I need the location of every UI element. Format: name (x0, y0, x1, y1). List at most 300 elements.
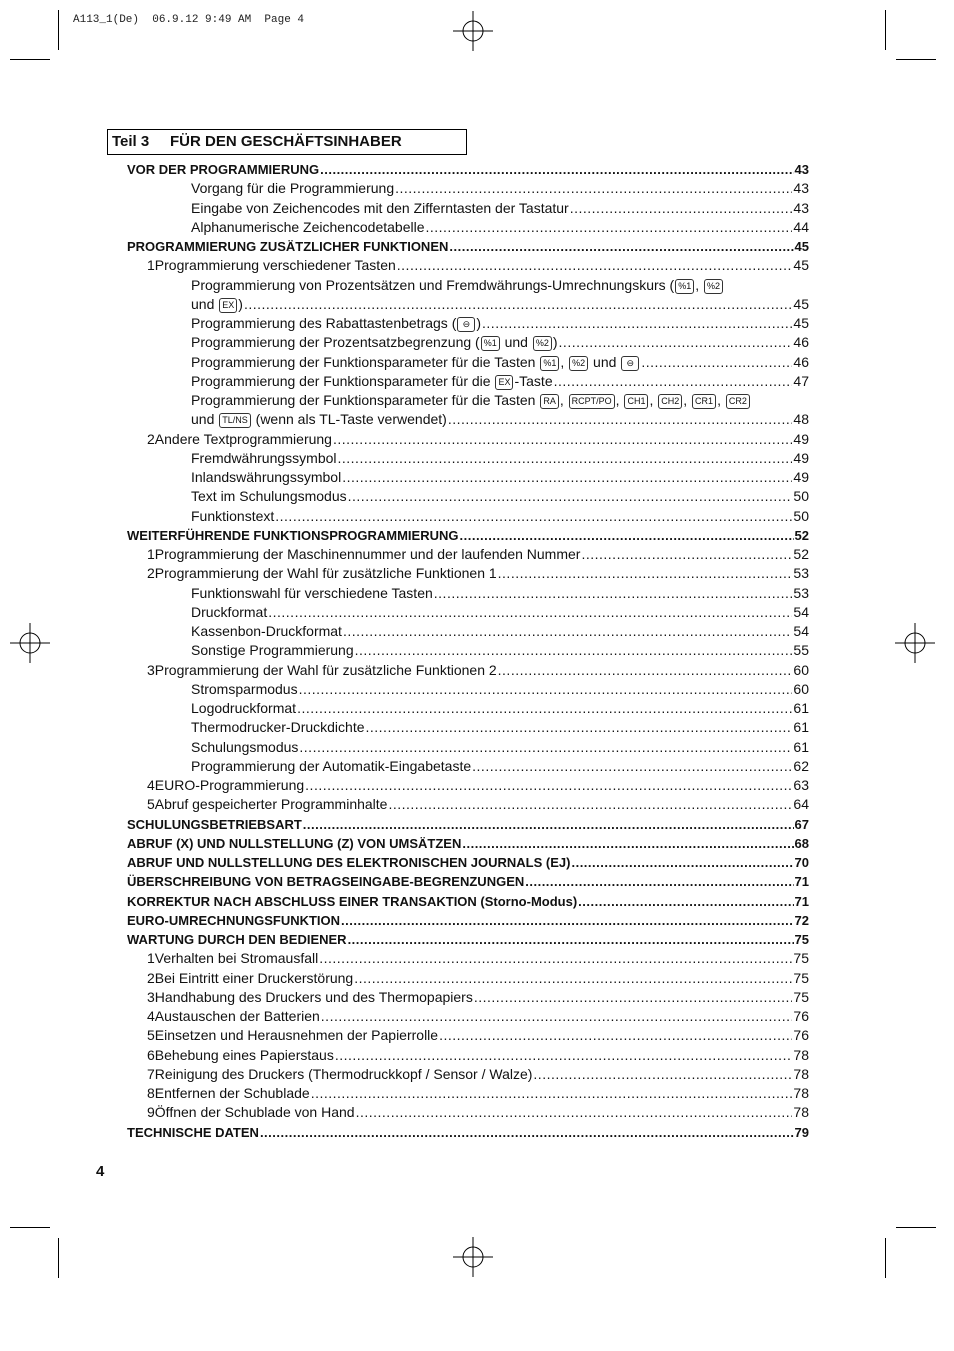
toc-entry (127, 872, 809, 891)
toc-page-number: 78 (793, 1085, 809, 1101)
toc-entry (127, 160, 809, 179)
toc-entry-title (191, 718, 365, 737)
toc-entry (127, 1103, 809, 1122)
toc-entry (127, 815, 809, 834)
toc-entry-text: und (191, 295, 219, 312)
dot-leader (260, 1123, 794, 1142)
dot-leader (397, 256, 793, 275)
toc-entry (127, 757, 809, 776)
toc-entry-text: , (717, 392, 725, 408)
toc-entry-title (191, 410, 447, 429)
toc-entry-title (155, 795, 388, 814)
toc-page-number: 45 (793, 295, 809, 312)
dot-leader (578, 892, 793, 911)
toc-entry-number: 4 (147, 1008, 155, 1024)
dot-leader (571, 853, 793, 872)
dot-leader (341, 911, 793, 930)
key-symbol-icon: %2 (704, 279, 723, 294)
toc-entry-title (191, 507, 274, 526)
toc-entry-text: ) (552, 334, 558, 351)
dot-leader (355, 641, 793, 660)
dot-leader (474, 988, 793, 1007)
dot-leader (388, 795, 792, 814)
dot-leader (533, 1065, 792, 1084)
toc-entry-title (155, 545, 581, 564)
key-symbol-icon: TL/NS (219, 413, 251, 428)
toc-page-number: 71 (794, 874, 809, 890)
dot-leader (268, 603, 792, 622)
toc-entry-title (191, 218, 424, 237)
toc-page-number: 47 (793, 372, 809, 389)
dot-leader (335, 1046, 793, 1065)
crop-mark (10, 1227, 50, 1228)
dot-leader (559, 333, 793, 352)
crop-mark (885, 10, 886, 50)
toc-entry-text: ABRUF (X) UND NULLSTELLUNG (Z) VON UMSÄTZEN (127, 835, 462, 851)
registration-mark-icon (453, 1237, 493, 1277)
toc-entry-text: und (589, 353, 621, 370)
toc-page-number: 75 (793, 988, 809, 1005)
toc-entry (127, 661, 809, 680)
dot-leader (319, 949, 792, 968)
toc-entry-text: Austauschen der Batterien (154, 1008, 320, 1024)
key-symbol-icon: %1 (675, 279, 694, 294)
toc-page-number: 68 (794, 835, 809, 851)
dot-leader (311, 1084, 793, 1103)
toc-entry-number: 2 (147, 969, 155, 986)
toc-entry (127, 333, 809, 352)
dot-leader (448, 410, 793, 429)
toc-entry-title (191, 699, 296, 718)
toc-entry-title (191, 276, 724, 295)
dot-leader (498, 661, 793, 680)
toc-page-number: 70 (794, 855, 809, 870)
key-symbol-icon: %1 (481, 336, 500, 351)
toc-entry-text: Öffnen der Schublade von Hand (154, 1104, 355, 1121)
toc-entry-title (155, 776, 304, 795)
toc-entry-text: Funktionstext (191, 507, 275, 524)
toc-entry (127, 391, 809, 410)
toc-entry-text: , (695, 276, 704, 293)
dot-leader (348, 930, 794, 949)
toc-entry-text: KORREKTUR NACH ABSCHLUSS EINER TRANSAKTION (Storno-Modus) (127, 893, 578, 909)
registration-mark-icon (10, 623, 50, 663)
dot-leader (299, 738, 792, 757)
toc-entry-number: 7 (147, 1065, 155, 1082)
dot-leader (460, 526, 794, 545)
toc-entry-number: 1 (147, 546, 155, 562)
toc-entry-title (191, 622, 342, 641)
toc-entry-text: ) (238, 295, 243, 312)
dot-leader (333, 430, 792, 449)
table-of-contents (127, 160, 809, 1142)
toc-entry-title (191, 487, 347, 506)
toc-entry-title (191, 391, 751, 410)
section-title: FÜR DEN GESCHÄFTSINHABER (170, 133, 402, 150)
dot-leader (425, 218, 792, 237)
toc-entry (127, 911, 809, 930)
toc-page-number: 61 (793, 738, 809, 755)
toc-page-number: 54 (793, 623, 809, 639)
toc-entry-text: Entfernen der Schublade (154, 1085, 310, 1101)
toc-entry-number: 3 (147, 661, 155, 678)
toc-page-number: 75 (793, 950, 809, 967)
toc-entry-text: SCHULUNGSBETRIEBSART (127, 816, 302, 832)
toc-page-number: 45 (793, 315, 809, 331)
toc-entry-text: Programmierung der Maschinennummer und der laufenden Nummer (154, 546, 581, 562)
toc-entry-title (191, 179, 394, 198)
toc-entry (127, 1123, 809, 1142)
dot-leader (434, 584, 793, 603)
toc-entry (127, 969, 809, 988)
dot-leader (462, 834, 793, 853)
toc-page-number: 49 (793, 430, 809, 447)
toc-entry-text: Programmierung der Funktionsparameter für die (191, 372, 495, 389)
toc-entry-text: Eingabe von Zeichencodes mit den Zifferntasten der Tastatur (191, 199, 569, 216)
toc-entry (127, 410, 809, 429)
dot-leader (297, 699, 792, 718)
toc-entry-number: 3 (147, 988, 155, 1005)
dot-leader (498, 564, 793, 583)
toc-page-number: 78 (793, 1046, 809, 1063)
print-header: A113_1(De) 06.9.12 9:49 AM Page 4 (73, 14, 305, 26)
toc-entry-text: Behebung eines Papierstaus (154, 1046, 334, 1063)
dot-leader (439, 1026, 792, 1045)
toc-entry (127, 795, 809, 814)
toc-entry-text: Sonstige Programmierung (191, 642, 354, 659)
toc-entry-title (155, 1046, 334, 1065)
toc-entry-text: Druckformat (191, 603, 268, 620)
key-symbol-icon: ⊖ (457, 317, 475, 332)
toc-entry (127, 353, 809, 372)
key-symbol-icon: %2 (569, 356, 588, 371)
dot-leader (525, 872, 793, 891)
toc-entry-text: Programmierung der Prozentsatzbegrenzung ( (191, 334, 480, 351)
key-symbol-icon: CR2 (726, 394, 750, 409)
toc-entry-title (127, 1123, 259, 1142)
toc-entry-text: Programmierung des Rabattastenbetrags ( (191, 315, 457, 331)
toc-entry-number: 4 (147, 777, 155, 793)
toc-entry-title (127, 853, 570, 872)
dot-leader (395, 179, 792, 198)
toc-entry (127, 776, 809, 795)
toc-entry-title (127, 834, 461, 853)
toc-page-number: 61 (793, 700, 809, 716)
dot-leader (354, 969, 792, 988)
dot-leader (570, 199, 793, 218)
toc-entry-text: Logodruckformat (191, 700, 297, 716)
toc-entry (127, 314, 809, 333)
toc-page-number: 50 (793, 507, 809, 524)
toc-entry-number: 1 (147, 950, 155, 967)
toc-entry-text: und (191, 411, 219, 428)
toc-page-number: 78 (793, 1104, 809, 1121)
toc-entry (127, 930, 809, 949)
dot-leader (299, 680, 793, 699)
toc-entry-title (191, 333, 558, 352)
crop-mark (10, 59, 50, 60)
toc-entry-text: Handhabung des Druckers und des Thermopapiers (154, 988, 473, 1005)
toc-entry-number: 1 (147, 257, 155, 274)
dot-leader (275, 507, 792, 526)
toc-page-number: 62 (793, 757, 809, 774)
toc-entry-title (155, 1007, 320, 1026)
toc-entry (127, 256, 809, 275)
toc-entry (127, 179, 809, 198)
toc-page-number: 48 (793, 411, 809, 428)
crop-mark (896, 59, 936, 60)
toc-entry-title (191, 757, 471, 776)
toc-page-number: 43 (793, 199, 809, 216)
toc-entry-text: WEITERFÜHRENDE FUNKTIONSPROGRAMMIERUNG (127, 527, 459, 543)
toc-entry-title (191, 372, 553, 391)
toc-entry (127, 680, 809, 699)
toc-page-number: 52 (793, 546, 809, 562)
page-number: 4 (96, 1163, 105, 1180)
toc-entry-title (191, 468, 341, 487)
toc-page-number: 78 (793, 1065, 809, 1082)
toc-entry-title (191, 641, 354, 660)
toc-entry-text: Stromsparmodus (191, 680, 298, 697)
toc-entry-title (127, 930, 347, 949)
toc-entry-number: 6 (147, 1046, 155, 1063)
toc-entry-text: und (500, 334, 532, 351)
toc-entry (127, 834, 809, 853)
toc-entry-text: PROGRAMMIERUNG ZUSÄTZLICHER FUNKTIONEN (127, 239, 449, 254)
toc-entry (127, 526, 809, 545)
toc-entry (127, 295, 809, 314)
toc-entry-title (191, 353, 640, 372)
toc-entry-title (191, 680, 298, 699)
key-symbol-icon: CH1 (624, 394, 648, 409)
toc-page-number: 55 (793, 642, 809, 659)
toc-entry (127, 1046, 809, 1065)
toc-page-number: 63 (793, 777, 809, 793)
toc-entry-number: 2 (147, 430, 155, 447)
toc-entry-title (127, 892, 577, 911)
key-symbol-icon: RA (540, 394, 559, 409)
toc-entry-text: Verhalten bei Stromausfall (154, 950, 319, 967)
crop-mark (885, 1238, 886, 1278)
toc-entry-text: ÜBERSCHREIBUNG VON BETRAGSEINGABE-BEGRENZUNGEN (127, 874, 525, 890)
toc-entry-text: Programmierung der Funktionsparameter für die Tasten (191, 353, 540, 370)
toc-entry (127, 468, 809, 487)
toc-entry (127, 430, 809, 449)
toc-entry-text: Abruf gespeicherter Programminhalte (154, 796, 388, 813)
toc-page-number: 53 (793, 565, 809, 582)
dot-leader (482, 314, 792, 333)
toc-entry-text: Fremdwährungssymbol (191, 449, 337, 466)
key-symbol-icon: EX (495, 375, 513, 390)
toc-entry (127, 641, 809, 660)
section-number: Teil 3 (112, 133, 150, 150)
toc-entry-text: Andere Textprogrammierung (154, 430, 332, 447)
key-symbol-icon: CR1 (692, 394, 716, 409)
toc-page-number: 71 (794, 893, 809, 909)
toc-entry (127, 738, 809, 757)
toc-entry-title (155, 256, 396, 275)
toc-entry-text: , (560, 353, 569, 370)
toc-entry-title (127, 815, 302, 834)
toc-page-number: 76 (793, 1027, 809, 1044)
toc-entry-text: , (683, 392, 692, 408)
toc-page-number: 54 (793, 603, 809, 620)
toc-entry-text: Alphanumerische Zeichencodetabelle (191, 218, 425, 235)
toc-entry (127, 507, 809, 526)
dot-leader (338, 449, 793, 468)
toc-entry (127, 545, 809, 564)
toc-entry-text: Inlandswährungssymbol (191, 469, 342, 485)
dot-leader (320, 160, 793, 179)
toc-entry-text: , (615, 392, 624, 408)
toc-entry-title (191, 199, 569, 218)
toc-entry (127, 584, 809, 603)
toc-entry (127, 1007, 809, 1026)
toc-entry-text: Schulungsmodus (191, 738, 299, 755)
toc-entry-title (155, 661, 497, 680)
toc-entry-text: , (649, 392, 658, 408)
toc-entry (127, 1084, 809, 1103)
toc-entry-text: VOR DER PROGRAMMIERUNG (127, 162, 320, 177)
toc-entry-number: 5 (147, 1027, 155, 1044)
dot-leader (472, 757, 792, 776)
dot-leader (303, 815, 794, 834)
dot-leader (366, 718, 793, 737)
toc-page-number: 67 (794, 816, 809, 832)
toc-entry-text: Einsetzen und Herausnehmen der Papierrolle (154, 1027, 439, 1044)
crop-mark (58, 10, 59, 50)
toc-page-number: 43 (794, 162, 809, 177)
section-heading (107, 129, 467, 155)
toc-page-number: 61 (793, 719, 809, 736)
toc-entry-number: 8 (147, 1085, 155, 1101)
toc-entry (127, 218, 809, 237)
toc-page-number: 76 (793, 1008, 809, 1024)
toc-page-number: 49 (793, 469, 809, 485)
toc-entry-text: (wenn als TL-Taste verwendet) (251, 411, 447, 428)
toc-entry-title (127, 911, 340, 930)
toc-page-number: 79 (794, 1124, 809, 1140)
toc-entry-text: TECHNISCHE DATEN (127, 1124, 259, 1140)
toc-entry (127, 949, 809, 968)
toc-entry-title (155, 564, 497, 583)
toc-entry-title (127, 160, 319, 179)
toc-entry-text: Programmierung verschiedener Tasten (154, 257, 396, 274)
toc-page-number: 60 (793, 680, 809, 697)
toc-entry-title (155, 430, 332, 449)
toc-entry (127, 199, 809, 218)
key-symbol-icon: CH2 (658, 394, 682, 409)
crop-mark (896, 1227, 936, 1228)
dot-leader (449, 237, 793, 256)
toc-page-number: 75 (794, 932, 809, 947)
toc-entry-title (155, 1103, 355, 1122)
toc-entry (127, 237, 809, 256)
toc-entry (127, 372, 809, 391)
toc-entry-title (127, 237, 448, 256)
dot-leader (581, 545, 792, 564)
toc-entry-text: Programmierung der Wahl für zusätzliche Funktionen 1 (154, 565, 497, 582)
toc-entry-text: Vorgang für die Programmierung (191, 180, 395, 197)
dot-leader (342, 468, 792, 487)
toc-entry-title (191, 295, 243, 314)
dot-leader (321, 1007, 793, 1026)
toc-entry-title (191, 584, 433, 603)
toc-page-number: 44 (793, 218, 809, 235)
toc-entry-text: Programmierung von Prozentsätzen und Fremdwährungs-Umrechnungskurs ( (191, 276, 675, 293)
toc-entry-title (155, 988, 473, 1007)
dot-leader (348, 487, 793, 506)
toc-entry (127, 699, 809, 718)
toc-entry-text: Kassenbon-Druckformat (191, 623, 342, 639)
toc-entry-text: ABRUF UND NULLSTELLUNG DES ELEKTRONISCHEN JOURNALS (EJ) (127, 855, 571, 870)
toc-entry-text: EURO-UMRECHNUNGSFUNKTION (127, 912, 341, 928)
toc-page-number: 53 (793, 584, 809, 601)
toc-page-number: 52 (794, 527, 809, 543)
toc-entry (127, 622, 809, 641)
dot-leader (641, 353, 792, 372)
toc-entry (127, 853, 809, 872)
toc-entry-text: , (559, 392, 568, 408)
toc-entry-title (127, 526, 459, 545)
toc-page-number: 45 (794, 239, 809, 254)
dot-leader (343, 622, 792, 641)
dot-leader (305, 776, 792, 795)
toc-entry (127, 449, 809, 468)
toc-entry-title (127, 872, 524, 891)
toc-page-number: 60 (793, 661, 809, 678)
key-symbol-icon: %2 (533, 336, 552, 351)
toc-entry-text: Programmierung der Wahl für zusätzliche Funktionen 2 (154, 661, 497, 678)
toc-entry (127, 1026, 809, 1045)
toc-entry-text: Thermodrucker-Druckdichte (191, 719, 365, 736)
toc-entry (127, 276, 809, 295)
toc-entry-title (155, 1065, 533, 1084)
toc-entry (127, 487, 809, 506)
toc-entry-number: 9 (147, 1104, 155, 1121)
toc-entry-title (155, 949, 318, 968)
crop-mark (58, 1238, 59, 1278)
toc-page-number: 45 (793, 257, 809, 274)
toc-entry-title (191, 314, 481, 333)
toc-entry-number: 5 (147, 796, 155, 813)
toc-entry-text: Programmierung der Funktionsparameter für die Tasten (191, 392, 540, 408)
key-symbol-icon: ⊖ (621, 356, 639, 371)
toc-page-number: 75 (793, 969, 809, 986)
toc-entry-title (155, 1084, 310, 1103)
toc-page-number: 50 (793, 488, 809, 505)
toc-entry-title (191, 449, 337, 468)
toc-entry (127, 892, 809, 911)
toc-page-number: 72 (794, 912, 809, 928)
toc-entry-text: Text im Schulungsmodus (191, 488, 347, 505)
toc-entry-text: Bei Eintritt einer Druckerstörung (154, 969, 354, 986)
toc-entry (127, 603, 809, 622)
toc-entry (127, 718, 809, 737)
toc-page-number: 49 (793, 449, 809, 466)
dot-leader (244, 295, 792, 314)
key-symbol-icon: EX (219, 298, 237, 313)
toc-entry (127, 564, 809, 583)
dot-leader (554, 372, 793, 391)
toc-entry-text: -Taste (514, 372, 553, 389)
toc-entry-number: 2 (147, 565, 155, 582)
toc-entry-text: Reinigung des Druckers (Thermodruckkopf / Sensor / Walze) (154, 1065, 533, 1082)
toc-entry-text: ) (476, 315, 482, 331)
toc-entry-title (155, 969, 353, 988)
toc-page-number: 64 (793, 796, 809, 813)
toc-page-number: 46 (793, 353, 809, 370)
